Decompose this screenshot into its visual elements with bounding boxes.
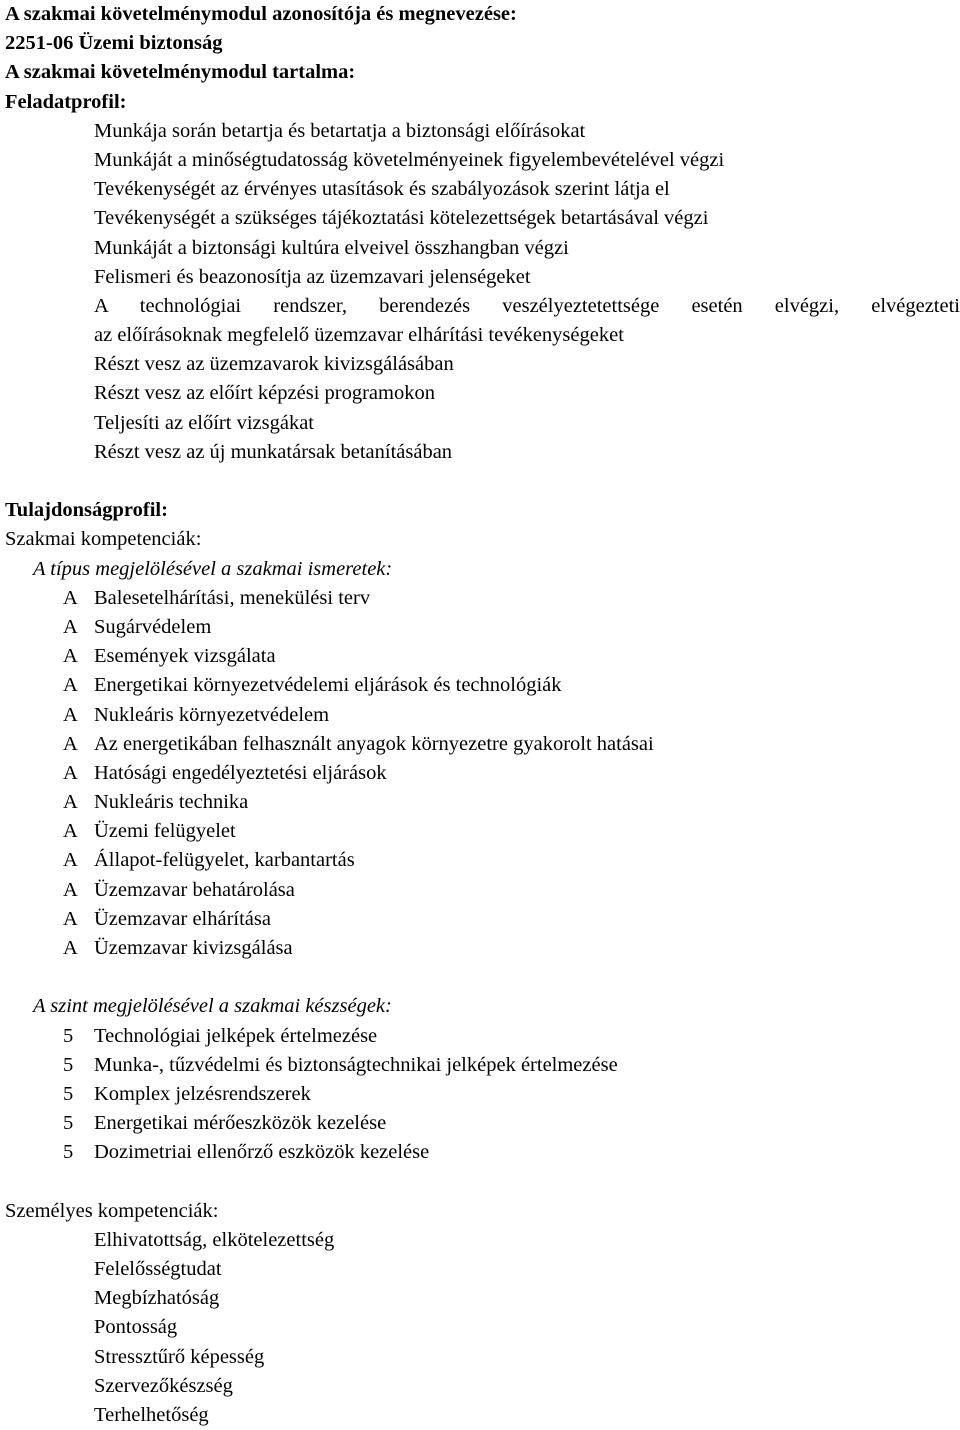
knowledge-text: Energetikai környezetvédelemi eljárások és technológiák (94, 674, 562, 697)
knowledge-level: A (63, 878, 78, 901)
knowledge-item (5, 642, 960, 671)
skill-level: 5 (63, 1024, 74, 1047)
task-profile-item: A technológiai rendszer, berendezés veszélyeztetettsége esetén elvégzi, elvégezteti (94, 294, 960, 317)
task-profile-item: Részt vesz az üzemzavarok kivizsgálásában (94, 353, 454, 376)
knowledge-level: A (63, 586, 78, 609)
knowledge-level: A (63, 761, 78, 784)
knowledge-level: A (63, 645, 78, 668)
skill-text: Munka-, tűzvédelmi és biztonságtechnikai jelképek értelmezése (94, 1053, 618, 1076)
knowledge-text: Nukleáris környezetvédelem (94, 703, 330, 726)
knowledge-text: Üzemi felügyelet (94, 820, 236, 843)
knowledge-text: Hatósági engedélyeztetési eljárások (94, 761, 387, 784)
knowledge-level: A (63, 732, 78, 755)
knowledge-text: Nukleáris technika (94, 791, 249, 814)
knowledge-item (5, 788, 960, 817)
section-spacer (5, 467, 960, 496)
knowledge-text: Üzemzavar behatárolása (94, 878, 295, 901)
task-profile-item: Munkáját a minőségtudatosság követelményeinek figyelembevételével végzi (94, 148, 725, 171)
task-profile-item-continuation: az előírásoknak megfelelő üzemzavar elhárítási tevékenységeket (94, 324, 624, 347)
knowledge-item (5, 701, 960, 730)
task-profile-list (5, 117, 960, 467)
personal-competency-item: Stressztűrő képesség (94, 1345, 265, 1368)
personal-competency-item: Elhivatottság, elkötelezettség (94, 1228, 335, 1251)
task-profile-item: Részt vesz az új munkatársak betanításában (94, 440, 453, 463)
task-profile-item: Felismeri és beazonosítja az üzemzavari jelenségeket (94, 265, 531, 288)
task-profile-item: Munkáját a biztonsági kultúra elveivel összhangban végzi (94, 236, 569, 259)
task-profile-heading: Feladatprofil: (5, 90, 127, 113)
knowledge-item (5, 671, 960, 700)
knowledge-level: A (63, 907, 78, 930)
skills-list (5, 1022, 960, 1168)
knowledge-item (5, 934, 960, 963)
personal-competency-item: Megbízhatóság (94, 1287, 220, 1310)
skill-item (5, 1138, 960, 1167)
task-profile-item: Munkája során betartja és betartatja a biztonsági előírásokat (94, 119, 586, 142)
task-profile-item: Teljesíti az előírt vizsgákat (94, 411, 314, 434)
knowledge-item (5, 730, 960, 759)
knowledge-text: Üzemzavar elhárítása (94, 907, 271, 930)
module-id-value: 2251-06 Üzemi biztonság (5, 32, 223, 55)
knowledge-text: Balesetelhárítási, menekülési terv (94, 586, 371, 609)
skill-level: 5 (63, 1141, 74, 1164)
skill-item (5, 1109, 960, 1138)
knowledge-item (5, 584, 960, 613)
personal-competencies-heading: Személyes kompetenciák: (5, 1199, 219, 1222)
personal-competency-item: Terhelhetőség (94, 1404, 209, 1426)
section-spacer (5, 1168, 960, 1197)
knowledge-level: A (63, 674, 78, 697)
personal-competency-item: Pontosság (94, 1316, 178, 1339)
knowledge-item (5, 759, 960, 788)
knowledge-item (5, 905, 960, 934)
knowledge-text: Üzemzavar kivizsgálása (94, 937, 293, 959)
task-profile-item: Tevékenységét az érvényes utasítások és szabályozások szerint látja el (94, 178, 670, 201)
document-page (5, 0, 960, 1430)
skill-item (5, 1051, 960, 1080)
knowledge-item (5, 817, 960, 846)
knowledge-level: A (63, 615, 78, 638)
personal-competency-item: Felelősségtudat (94, 1258, 222, 1281)
knowledge-item (5, 846, 960, 875)
knowledge-item (5, 876, 960, 905)
module-content-heading: A szakmai követelménymodul tartalma: (5, 61, 356, 84)
skill-level: 5 (63, 1053, 74, 1076)
knowledge-list (5, 584, 960, 963)
knowledge-text: Sugárvédelem (94, 615, 212, 638)
knowledge-level: A (63, 937, 78, 959)
personal-competency-item: Szervezőkészség (94, 1374, 233, 1397)
skill-item (5, 1080, 960, 1109)
module-id-heading: A szakmai követelménymodul azonosítója és megnevezése: (5, 3, 517, 25)
skill-text: Technológiai jelképek értelmezése (94, 1024, 378, 1047)
skills-heading: A szint megjelölésével a szakmai készségek: (33, 995, 392, 1018)
professional-competencies-heading: Szakmai kompetenciák: (5, 528, 202, 551)
knowledge-level: A (63, 820, 78, 843)
skill-text: Energetikai mérőeszközök kezelése (94, 1112, 387, 1135)
knowledge-heading: A típus megjelölésével a szakmai ismeretek: (33, 557, 393, 580)
skill-text: Dozimetriai ellenőrző eszközök kezelése (94, 1141, 430, 1164)
section-spacer (5, 963, 960, 992)
knowledge-text: Állapot-felügyelet, karbantartás (94, 849, 355, 872)
knowledge-level: A (63, 849, 78, 872)
knowledge-level: A (63, 791, 78, 814)
knowledge-text: Az energetikában felhasznált anyagok környezetre gyakorolt hatásai (94, 732, 654, 755)
skill-item (5, 1022, 960, 1051)
personal-competencies-list (5, 1226, 960, 1430)
knowledge-item (5, 613, 960, 642)
skill-level: 5 (63, 1112, 74, 1135)
knowledge-level: A (63, 703, 78, 726)
skill-level: 5 (63, 1082, 74, 1105)
task-profile-item: Tevékenységét a szükséges tájékoztatási kötelezettségek betartásával végzi (94, 207, 709, 230)
knowledge-text: Események vizsgálata (94, 645, 276, 668)
property-profile-heading: Tulajdonságprofil: (5, 499, 168, 522)
skill-text: Komplex jelzésrendszerek (94, 1082, 311, 1105)
task-profile-item: Részt vesz az előírt képzési programokon (94, 382, 435, 405)
